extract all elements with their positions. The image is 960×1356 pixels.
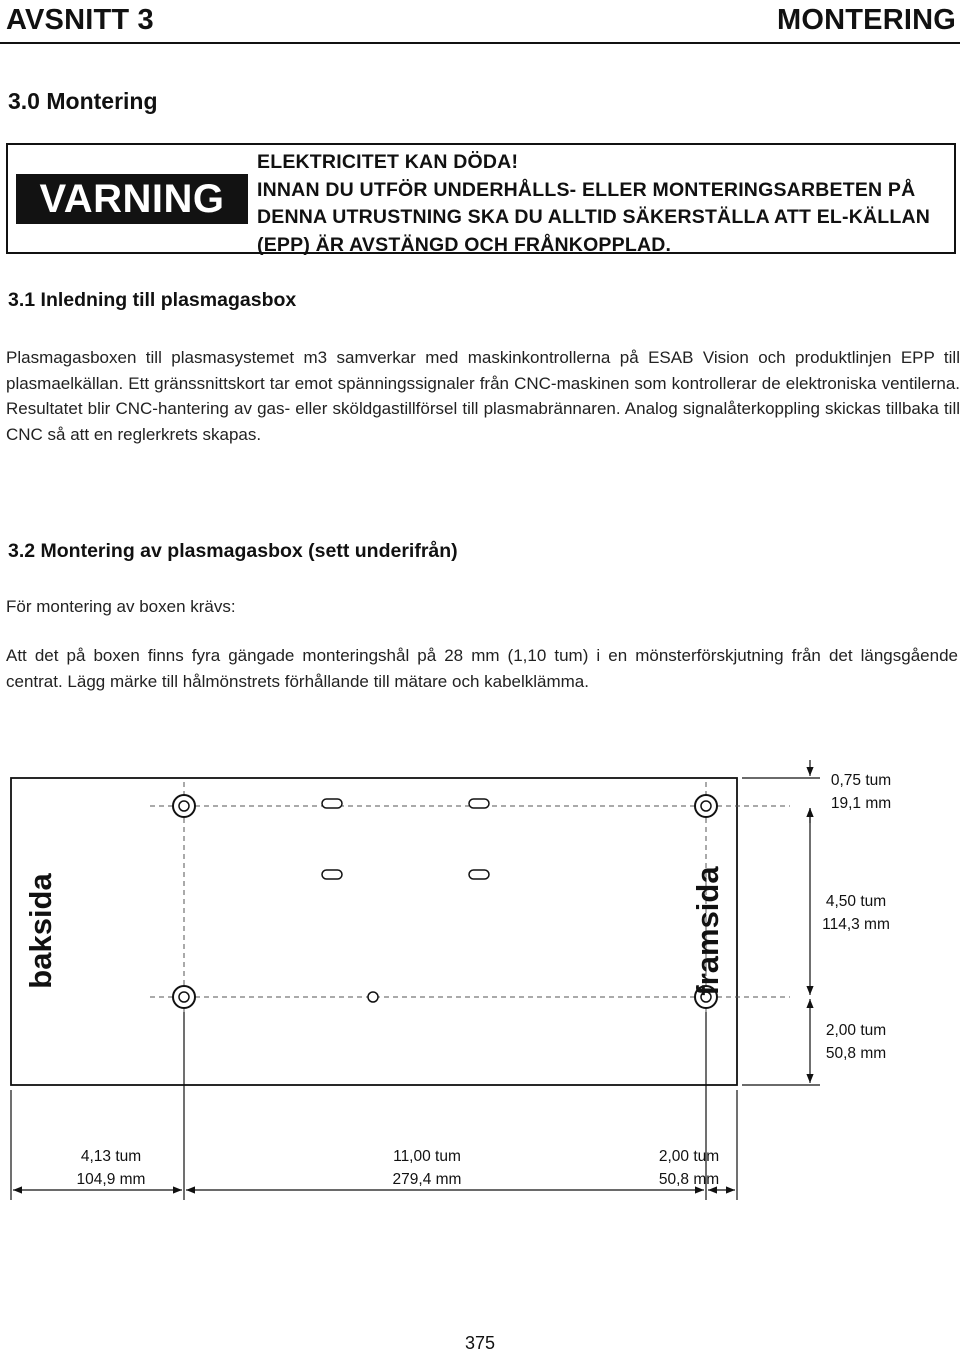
dim-top-in: 0,75 tum (830, 772, 892, 789)
dim-mid-in: 4,50 tum (825, 893, 887, 910)
dim-h-center-in: 11,00 tum (393, 1148, 461, 1165)
section-32-intro: För montering av boxen krävs: (6, 597, 236, 616)
dim-h-left-in: 4,13 tum (80, 1148, 142, 1165)
dim-bot-in: 2,00 tum (825, 1022, 887, 1039)
slot (322, 799, 342, 808)
chapter-header: MONTERING (776, 4, 956, 36)
section-32-title: 3.2 Montering av plasmagasbox (sett underifrån) (8, 540, 458, 562)
mounting-hole (173, 795, 195, 817)
dim-h-left-mm: 104,9 mm (76, 1171, 146, 1188)
section-31-body: Plasmagasboxen till plasmasystemet m3 samverkar med maskinkontrollerna på ESAB Vision och produktlinjen EPP till plasmaelkällan. Ett gränssnittskort tar emot spänningssignaler från CNC-maskinen som kontrollerar de elektroniska ventilerna. Resultatet blir CNC-hantering av gas- eller sköldgastillförsel till plasmabrännaren. Analog signalåterkoppling skickas tillbaka till CNC så att en reglerkrets skapas. (6, 348, 960, 444)
warning-line: DENNA UTRUSTNING SKA DU ALLTID SÄKERSTÄLLA ATT EL-KÄLLAN (257, 206, 931, 228)
vertical-dimension (742, 760, 820, 1085)
warning-line: ELEKTRICITET KAN DÖDA! (257, 151, 519, 173)
page-number: 375 (464, 1333, 496, 1353)
warning-line: INNAN DU UTFÖR UNDERHÅLLS- ELLER MONTERINGSARBETEN PÅ (257, 178, 916, 201)
slot (469, 799, 489, 808)
dim-mid-mm: 114,3 mm (822, 916, 890, 933)
warning-box (6, 143, 956, 254)
mounting-diagram (0, 740, 960, 1210)
warning-label: VARNING (16, 174, 248, 224)
dim-top-mm: 19,1 mm (830, 795, 892, 812)
dim-h-right-in: 2,00 tum (658, 1148, 720, 1165)
mounting-hole (695, 795, 717, 817)
small-hole (368, 992, 378, 1002)
heading-main: 3.0 Montering (8, 88, 158, 114)
dim-h-center-mm: 279,4 mm (392, 1171, 462, 1188)
section-header: AVSNITT 3 (6, 4, 154, 36)
side-label-back: baksida (23, 873, 58, 989)
header-rule (0, 42, 960, 44)
side-label-front: framsida (690, 866, 725, 996)
section-31-title: 3.1 Inledning till plasmagasbox (8, 289, 297, 311)
slot (469, 870, 489, 879)
warning-text (257, 149, 957, 259)
slot (322, 870, 342, 879)
section-32-body: Att det på boxen finns fyra gängade monteringshål på 28 mm (1,10 tum) i en mönsterförskjutning från det längsgående centrat. Lägg märke till hålmönstrets förhållande till mätare och kabelklämma. (6, 646, 958, 691)
warning-line: (EPP) ÄR AVSTÄNGD OCH FRÅNKOPPLAD. (257, 233, 672, 256)
mounting-hole (173, 986, 195, 1008)
dim-bot-mm: 50,8 mm (825, 1045, 887, 1062)
box-outline (11, 778, 737, 1085)
dim-h-right-mm: 50,8 mm (658, 1171, 720, 1188)
